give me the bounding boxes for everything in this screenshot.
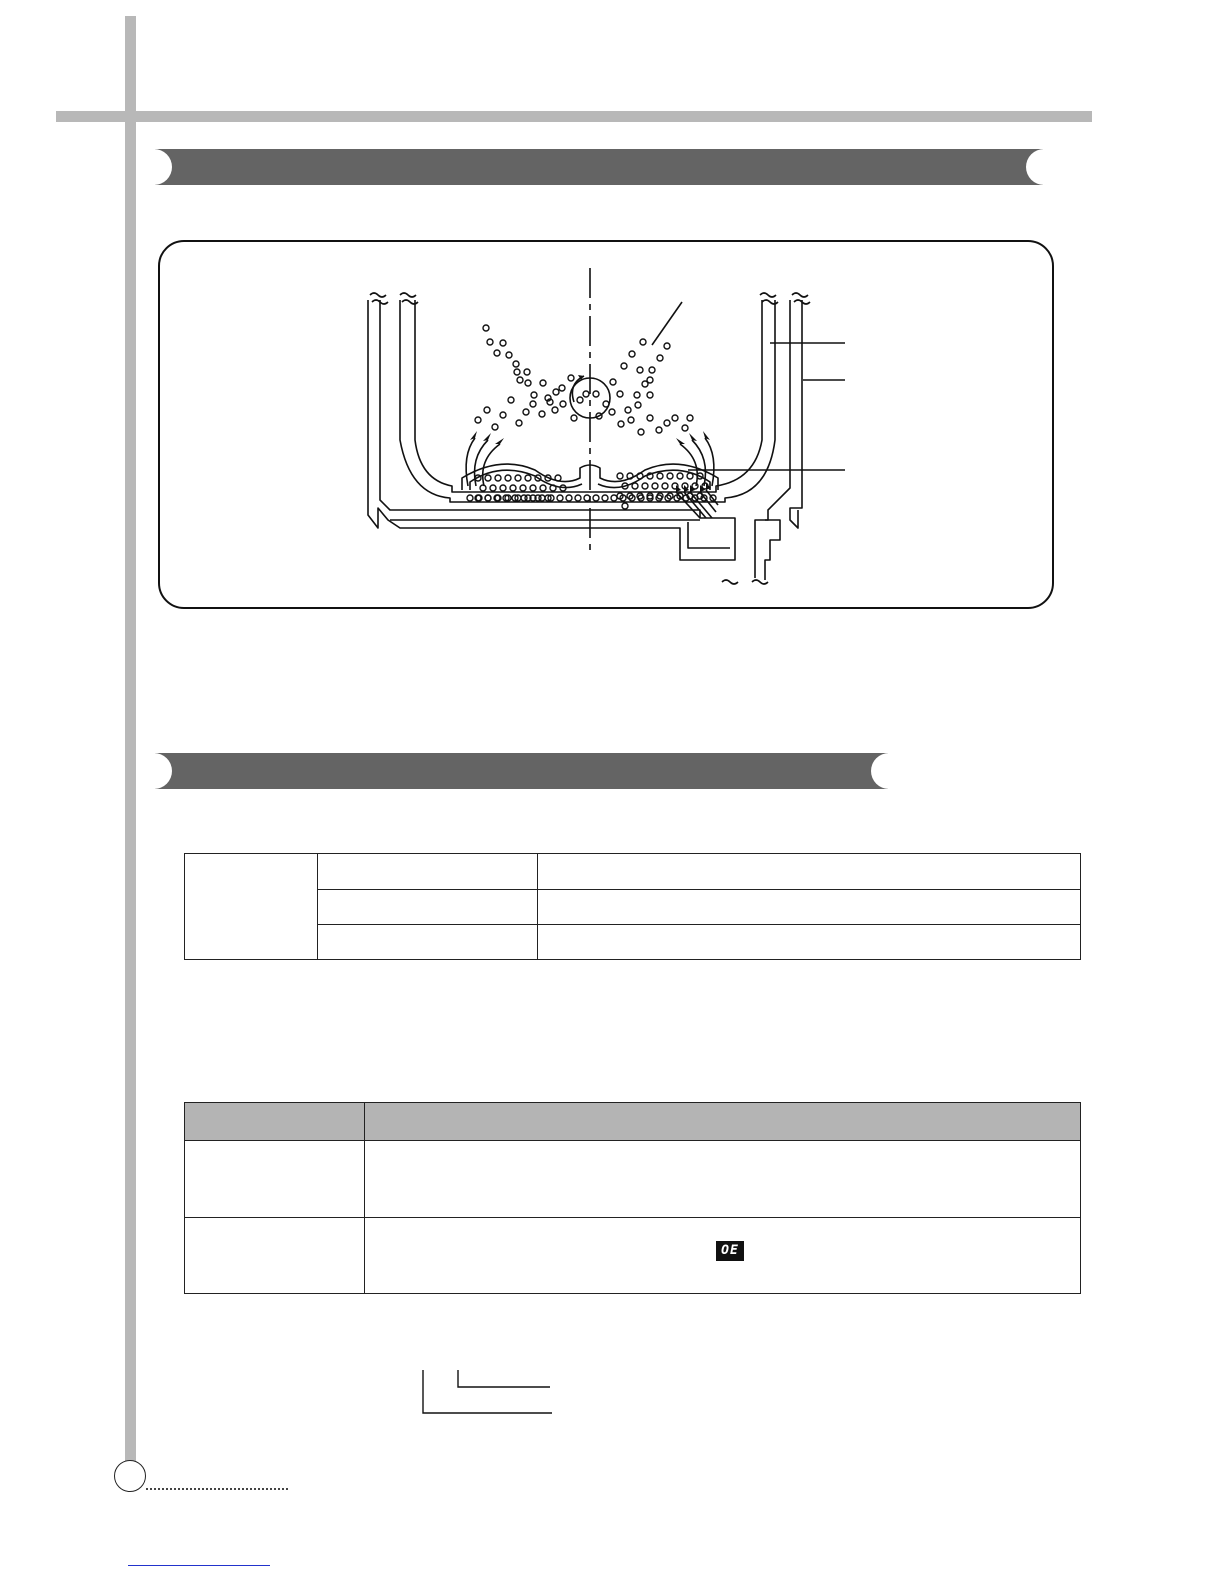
water-bubble	[657, 355, 663, 361]
water-bubble	[610, 379, 616, 385]
water-bubble	[483, 325, 489, 331]
water-bubble	[625, 407, 631, 413]
water-bubble	[515, 475, 521, 481]
water-bubble	[557, 495, 563, 501]
water-bubble	[647, 392, 653, 398]
water-bubble	[657, 473, 663, 479]
water-bubble	[495, 475, 501, 481]
water-bubble	[577, 397, 583, 403]
water-bubble	[634, 392, 640, 398]
water-bubble	[539, 411, 545, 417]
water-bubble	[682, 425, 688, 431]
spec-table-a	[184, 853, 1081, 960]
water-bubble	[513, 361, 519, 367]
water-bubble	[692, 483, 698, 489]
water-bubble	[517, 377, 523, 383]
water-bubble	[635, 402, 641, 408]
water-bubble	[629, 351, 635, 357]
water-bubble	[500, 412, 506, 418]
water-bubble	[520, 485, 526, 491]
water-bubble	[530, 485, 536, 491]
table-b-header-cell	[185, 1103, 365, 1141]
water-bubble	[628, 417, 634, 423]
water-bubble	[652, 483, 658, 489]
water-bubble	[508, 397, 514, 403]
water-bubble	[510, 485, 516, 491]
left-margin-rule	[125, 16, 136, 1474]
water-bubble	[664, 420, 670, 426]
water-bubble	[539, 495, 545, 501]
water-bubble	[566, 495, 572, 501]
table-a-cell	[538, 854, 1081, 890]
table-b-cell	[365, 1141, 1081, 1218]
water-bubble	[672, 415, 678, 421]
water-bubble	[540, 485, 546, 491]
table-a-cell	[318, 925, 538, 960]
water-bubble	[687, 415, 693, 421]
water-bubble	[575, 495, 581, 501]
table-a-cell	[538, 890, 1081, 925]
water-bubble	[617, 391, 623, 397]
water-bubble	[632, 483, 638, 489]
water-bubble	[525, 380, 531, 386]
table-a-cell	[318, 890, 538, 925]
tub-waterflow-diagram	[158, 240, 1054, 609]
top-header-rule	[56, 111, 1092, 122]
water-bubble	[602, 495, 608, 501]
section-header-band-1	[155, 149, 1043, 185]
water-bubble	[500, 485, 506, 491]
water-bubble	[531, 392, 537, 398]
water-bubble	[552, 407, 558, 413]
water-bubble	[514, 369, 520, 375]
table-a-cell	[318, 854, 538, 890]
water-bubble	[593, 391, 599, 397]
water-bubble	[656, 427, 662, 433]
seven-segment-display-icon: OE	[716, 1241, 744, 1261]
water-bubble	[487, 339, 493, 345]
water-bubble	[609, 409, 615, 415]
water-bubble	[492, 424, 498, 430]
water-bubble	[593, 495, 599, 501]
water-bubble	[687, 473, 693, 479]
water-bubble	[553, 389, 559, 395]
table-a-row-header	[185, 854, 318, 960]
table-b-header-cell	[365, 1103, 1081, 1141]
water-bubble	[485, 495, 491, 501]
water-bubble	[506, 352, 512, 358]
water-bubble	[480, 485, 486, 491]
water-bubble	[524, 369, 530, 375]
water-bubble	[622, 503, 628, 509]
water-bubble	[621, 363, 627, 369]
water-bubble	[637, 367, 643, 373]
water-bubble	[516, 420, 522, 426]
water-bubble	[672, 483, 678, 489]
water-bubble	[540, 380, 546, 386]
water-bubble	[521, 495, 527, 501]
water-bubble	[647, 377, 653, 383]
water-bubble	[530, 401, 536, 407]
water-bubble	[583, 391, 589, 397]
water-bubble	[647, 415, 653, 421]
water-bubble	[618, 421, 624, 427]
water-bubble	[523, 409, 529, 415]
water-bubble	[490, 485, 496, 491]
water-bubble	[571, 415, 577, 421]
water-bubble	[649, 367, 655, 373]
water-bubble	[603, 401, 609, 407]
water-bubble	[560, 401, 566, 407]
water-bubble	[640, 339, 646, 345]
water-bubble	[505, 475, 511, 481]
footer-link-rule	[128, 1565, 270, 1566]
water-bubble	[617, 473, 623, 479]
water-bubble	[677, 473, 683, 479]
bracket-leader-lines	[420, 1368, 556, 1416]
table-a-cell	[538, 925, 1081, 960]
water-bubble	[662, 483, 668, 489]
water-bubble	[485, 475, 491, 481]
table-b-cell	[185, 1141, 365, 1218]
water-bubble	[525, 475, 531, 481]
water-bubble	[559, 385, 565, 391]
spec-table-b	[184, 1102, 1081, 1294]
water-bubble	[484, 407, 490, 413]
water-bubble	[638, 429, 644, 435]
water-bubble	[500, 340, 506, 346]
section-header-band-2	[155, 753, 888, 789]
water-bubble	[467, 495, 473, 501]
water-bubble	[642, 483, 648, 489]
footer-dotted-rule	[146, 1488, 288, 1490]
page-number-badge	[114, 1460, 146, 1492]
water-bubble	[568, 375, 574, 381]
water-bubble	[494, 350, 500, 356]
water-bubble	[667, 473, 673, 479]
water-bubble	[584, 495, 590, 501]
water-bubble	[664, 343, 670, 349]
water-bubble	[475, 417, 481, 423]
table-b-cell	[185, 1218, 365, 1294]
water-bubble	[611, 495, 617, 501]
